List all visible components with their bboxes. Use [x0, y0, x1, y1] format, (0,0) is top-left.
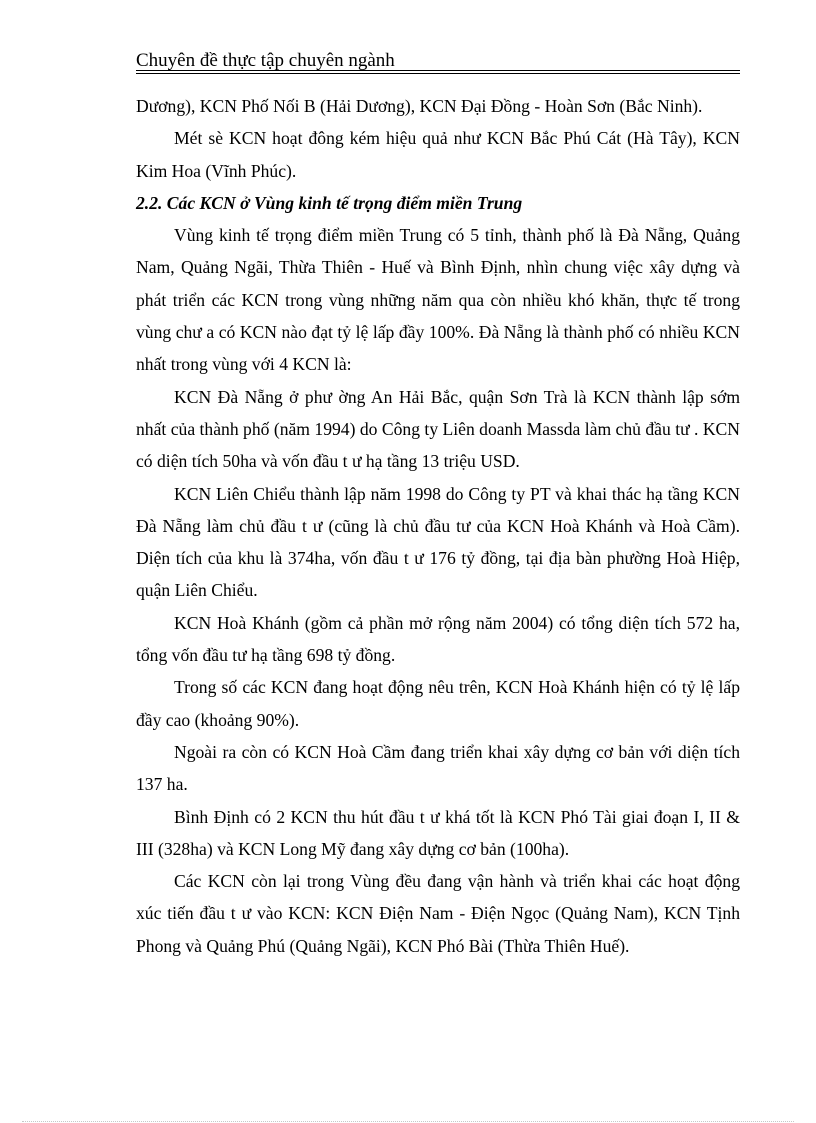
paragraph: KCN Đà Nẵng ở phư ờng An Hải Bắc, quận Sơn Trà là KCN thành lập sớm nhất của thành phố (năm 1994) do Công ty Liên doanh Massda làm chủ đầu tư . KCN có diện tích 50ha và vốn đầu t ư hạ tầng 13 triệu USD.: [136, 386, 740, 472]
section-heading: 2.2. Các KCN ở Vùng kinh tế trọng điểm miền Trung: [136, 192, 523, 213]
paragraph: Các KCN còn lại trong Vùng đều đang vận hành và triển khai các hoạt động xúc tiến đầu t ư vào KCN: KCN Điện Nam - Điện Ngọc (Quảng Nam), KCN Tịnh Phong và Quảng Phú (Quảng Ngãi), KCN Phó Bài (Thừa Thiên Huế).: [136, 871, 740, 956]
paragraph: KCN Liên Chiểu thành lập năm 1998 do Công ty PT và khai thác hạ tầng KCN Đà Nẵng làm chủ đầu t ư (cũng là chủ đầu tư của KCN Hoà Khánh và Hoà Cầm). Diện tích của khu là 374ha, vốn đầu t ư 176 tỷ đồng, tại địa bàn phường Hoà Hiệp, quận Liên Chiểu.: [136, 483, 740, 601]
paragraph: Ngoài ra còn có KCN Hoà Cầm đang triển khai xây dựng cơ bản với diện tích 137 ha.: [136, 741, 740, 795]
header-rule-thick: [136, 73, 740, 74]
paragraph: Dương), KCN Phố Nối B (Hải Dương), KCN Đại Đồng - Hoàn Sơn (Bắc Ninh).: [136, 96, 703, 116]
paragraph: Vùng kinh tế trọng điểm miền Trung có 5 tỉnh, thành phố là Đà Nẵng, Quảng Nam, Quảng Ngãi, Thừa Thiên - Huế và Bình Định, nhìn chung việc xây dựng và phát triển các KCN trong vùng những năm qua còn nhiều khó khăn, thực tế trong vùng chư a có KCN nào đạt tỷ lệ lấp đầy 100%. Đà Nẵng là thành phố có nhiều KCN nhất trong vùng với 4 KCN là:: [136, 225, 740, 375]
paragraph: Bình Định có 2 KCN thu hút đầu t ư khá tốt là KCN Phó Tài giai đoạn I, II & III (328ha) và KCN Long Mỹ đang xây dựng cơ bản (100ha).: [136, 806, 740, 859]
page-bottom-border: [22, 1121, 794, 1122]
header-rule-thin: [136, 70, 740, 71]
paragraph: Trong số các KCN đang hoạt động nêu trên, KCN Hoà Khánh hiện có tỷ lệ lấp đầy cao (khoảng 90%).: [136, 677, 740, 730]
body-text: [136, 90, 740, 962]
paragraph: KCN Hoà Khánh (gồm cả phần mở rộng năm 2004) có tổng diện tích 572 ha, tổng vốn đầu tư hạ tầng 698 tỷ đồng.: [136, 612, 740, 666]
paragraph: Mét sè KCN hoạt đông kém hiệu quả như KCN Bắc Phú Cát (Hà Tây), KCN Kim Hoa (Vĩnh Phúc).: [136, 128, 740, 181]
header-title: Chuyên đề thực tập chuyên ngành: [136, 50, 395, 71]
